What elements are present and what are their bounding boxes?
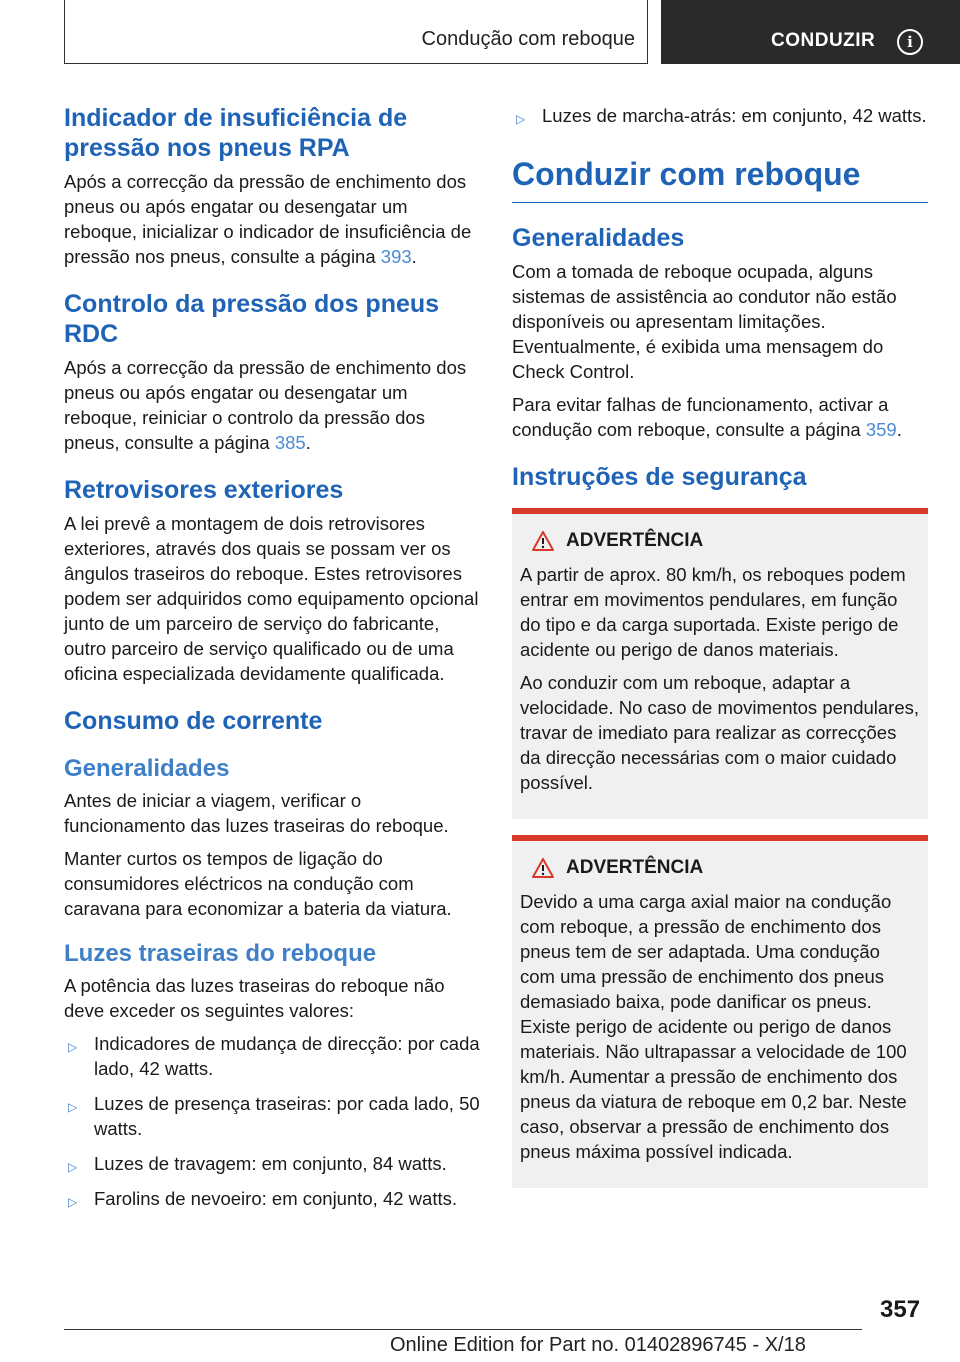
right-column — [512, 103, 928, 1202]
warning-label: ADVERTÊNCIA — [566, 530, 704, 551]
paragraph-assist-systems: Com a tomada de reboque ocupada, alguns sistemas de assistência ao condutor não estão disponíveis ou apresentam limitações. Eventualmente, é exibida uma mensagem do Check Control. — [512, 261, 897, 382]
header-section-title: Condução com reboque — [421, 28, 635, 50]
page-link-385[interactable]: 385 — [274, 432, 306, 453]
wattage-list-continued — [512, 103, 928, 128]
section-mirrors — [64, 475, 480, 686]
page-link-359[interactable]: 359 — [865, 419, 897, 440]
header-chapter-box — [661, 0, 960, 64]
paragraph-wattage: A potência das luzes traseiras do reboque não deve exceder os seguintes valores: — [64, 975, 445, 1021]
warning-header — [520, 857, 920, 879]
heading-rdc: Controlo da pressão dos pneus RDC — [64, 290, 440, 348]
warning-box-pressure — [512, 835, 928, 1188]
warning-triangle-icon — [532, 858, 554, 878]
paragraph-battery: Manter curtos os tempos de ligação do consumidores eléctricos na condução com caravana para economizar a bateria da viatura. — [64, 848, 452, 919]
heading-towing-general: Generalidades — [512, 224, 685, 252]
header-chapter-title: CONDUZIR — [771, 30, 876, 51]
header-section-box — [64, 0, 648, 64]
paragraph-rpa: Após a correcção da pressão de enchimento dos pneus ou após engatar ou desengatar um reboque, inicializar o indicador de insuficiência de pressão nos pneus, consulte a página 393. — [64, 171, 472, 267]
warning-label: ADVERTÊNCIA — [566, 857, 704, 878]
heading-rpa: Indicador de insuficiência de pressão nos pneus RPA — [64, 104, 408, 162]
list-item: ▷ Luzes de presença traseiras: por cada lado, 50 watts. — [68, 1093, 480, 1139]
warning-box-sway — [512, 508, 928, 819]
chapter-heading: Conduzir com reboque — [512, 156, 861, 192]
footer-edition: Online Edition for Part no. 01402896745 - X/18 — [390, 1334, 806, 1356]
warning-triangle-icon — [532, 531, 554, 551]
subheading-general: Generalidades — [64, 755, 230, 782]
triangle-bullet-icon: ▷ — [68, 1100, 78, 1114]
page-number: 357 — [880, 1296, 921, 1323]
warning-text-sway: A partir de aprox. 80 km/h, os reboques podem entrar em movimentos pendulares, em função do tipo e da carga suportada. Existe perigo de acidente ou perigo de danos materiais. — [520, 564, 906, 660]
paragraph-activate-towing: Para evitar falhas de funcionamento, activar a condução com reboque, consulte a página 359. — [512, 394, 902, 440]
heading-power: Consumo de corrente — [64, 707, 323, 735]
list-item: ▷ Indicadores de mudança de direcção: por cada lado, 42 watts. — [68, 1033, 480, 1079]
paragraph-mirrors: A lei prevê a montagem de dois retrovisores exteriores, através dos quais se possam ver os ângulos traseiros do reboque. Estes retrovisores podem ser adquiridos como equipamento opcional junto de um parceiro de serviço do fabricante, outro parceiro de serviço qualificado ou de uma oficina especializada devidamente qualificada. — [64, 513, 479, 684]
footer-divider — [64, 1329, 862, 1330]
list-item: ▷ Luzes de marcha-atrás: em conjunto, 42 watts. — [512, 103, 928, 128]
heading-safety: Instruções de segurança — [512, 463, 807, 491]
triangle-bullet-icon: ▷ — [68, 1195, 78, 1209]
warning-text-speed: Ao conduzir com um reboque, adaptar a velocidade. No caso de movimentos pendulares, travar de imediato para realizar as correcções da direcção necessárias com o maior cuidado possível. — [520, 672, 920, 793]
left-column — [64, 103, 480, 1223]
chapter-heading-rule — [512, 154, 928, 203]
section-rdc — [64, 289, 480, 455]
section-rpa — [64, 103, 480, 269]
list-item: ▷ Luzes de travagem: em conjunto, 84 watts. — [64, 1151, 480, 1176]
triangle-bullet-icon: ▷ — [516, 112, 526, 126]
paragraph-check-lights: Antes de iniciar a viagem, verificar o funcionamento das luzes traseiras do reboque. — [64, 790, 449, 836]
warning-header — [520, 530, 920, 552]
section-power — [64, 706, 480, 1211]
page-link-393[interactable]: 393 — [380, 246, 412, 267]
wattage-list — [64, 1031, 480, 1211]
triangle-bullet-icon: ▷ — [68, 1160, 78, 1174]
paragraph-rdc: Após a correcção da pressão de enchimento dos pneus ou após engatar ou desengatar um reboque, reiniciar o controlo da pressão dos pneus, consulte a página 385. — [64, 357, 467, 453]
info-icon: i — [897, 29, 923, 55]
warning-text-pressure: Devido a uma carga axial maior na condução com reboque, a pressão de enchimento dos pneus tem de ser adaptada. Uma condução com uma pressão de enchimento dos pneus demasiado baixa, pode danificar os pneus. Existe perigo de acidente ou perigo de danos materiais. Não ultrapassar a velocidade de 100 km/h. Aumentar a pressão de enchimento dos pneus da viatura de reboque em 0,2 bar. Neste caso, observar a pressão de enchimento dos pneus máxima possível indicada. — [520, 891, 907, 1162]
list-item: ▷ Farolins de nevoeiro: em conjunto, 42 watts. — [64, 1186, 480, 1211]
subheading-tail-lights: Luzes traseiras do reboque — [64, 940, 377, 967]
triangle-bullet-icon: ▷ — [68, 1040, 78, 1054]
section-towing-general — [512, 223, 928, 442]
heading-mirrors: Retrovisores exteriores — [64, 476, 344, 504]
